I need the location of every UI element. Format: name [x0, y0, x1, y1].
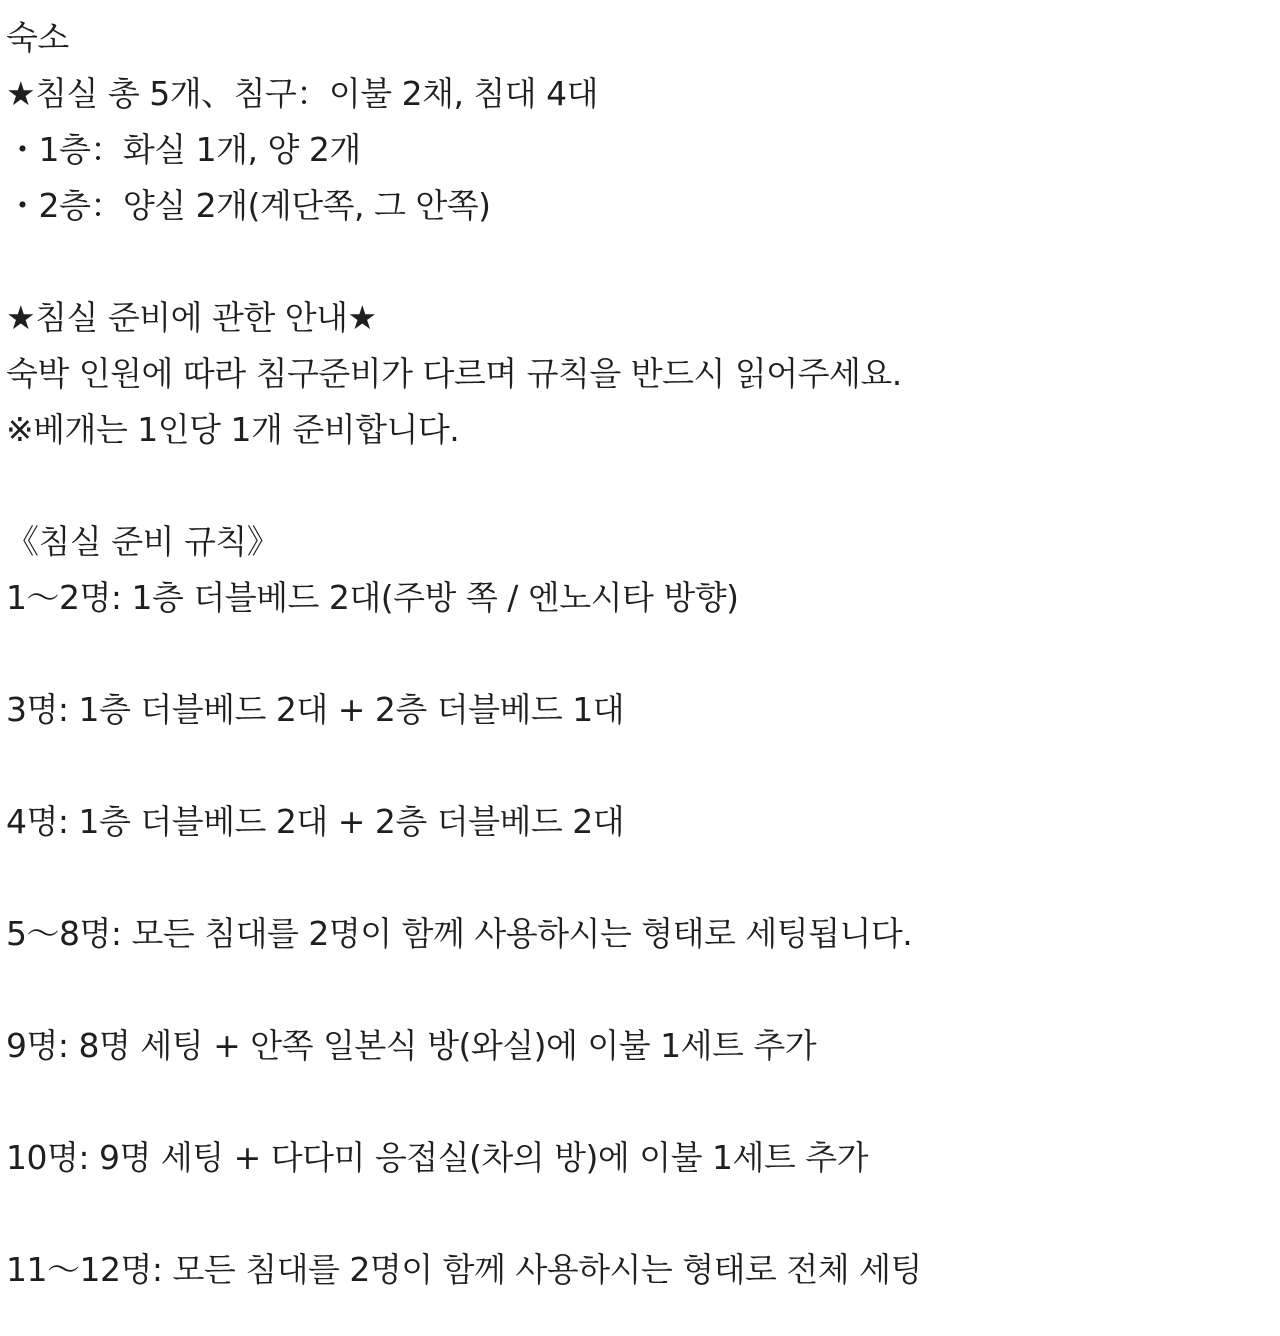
rooms-summary: ★침실 총 5개、침구：이불 2채, 침대 4대: [6, 74, 599, 113]
section-title: 숙소: [6, 18, 69, 57]
rule-item: 3명: 1층 더블베드 2대 + 2층 더블베드 1대: [6, 690, 625, 729]
document-body: [6, 14, 1266, 1302]
spacer: [6, 238, 1266, 294]
rule-item: 9명: 8명 세팅 + 안쪽 일본식 방(와실)에 이불 1세트 추가: [6, 1026, 817, 1065]
rule-item: 1〜2명: 1층 더블베드 2대(주방 쪽 / 엔노시타 방향): [6, 578, 739, 617]
notice-body: 숙박 인원에 따라 침구준비가 다르며 규칙을 반드시 읽어주세요.: [6, 354, 902, 393]
rule-item: 5〜8명: 모든 침대를 2명이 함께 사용하시는 형태로 세팅됩니다.: [6, 914, 913, 953]
rules-list: [6, 574, 1266, 1302]
rule-item: 11〜12명: 모든 침대를 2명이 함께 사용하시는 형태로 전체 세팅: [6, 1250, 922, 1289]
floor-1-summary: ・1층：화실 1개, 양 2개: [6, 130, 361, 169]
pillow-note: ※베개는 1인당 1개 준비합니다.: [6, 410, 460, 449]
rules-heading: 《침실 준비 규칙》: [6, 522, 280, 561]
floor-2-summary: ・2층：양실 2개(계단쪽, 그 안쪽): [6, 186, 491, 225]
notice-heading: ★침실 준비에 관한 안내★: [6, 298, 377, 337]
spacer: [6, 462, 1266, 518]
rule-item: 10명: 9명 세팅 + 다다미 응접실(차의 방)에 이불 1세트 추가: [6, 1138, 868, 1177]
rule-item: 4명: 1층 더블베드 2대 + 2층 더블베드 2대: [6, 802, 625, 841]
